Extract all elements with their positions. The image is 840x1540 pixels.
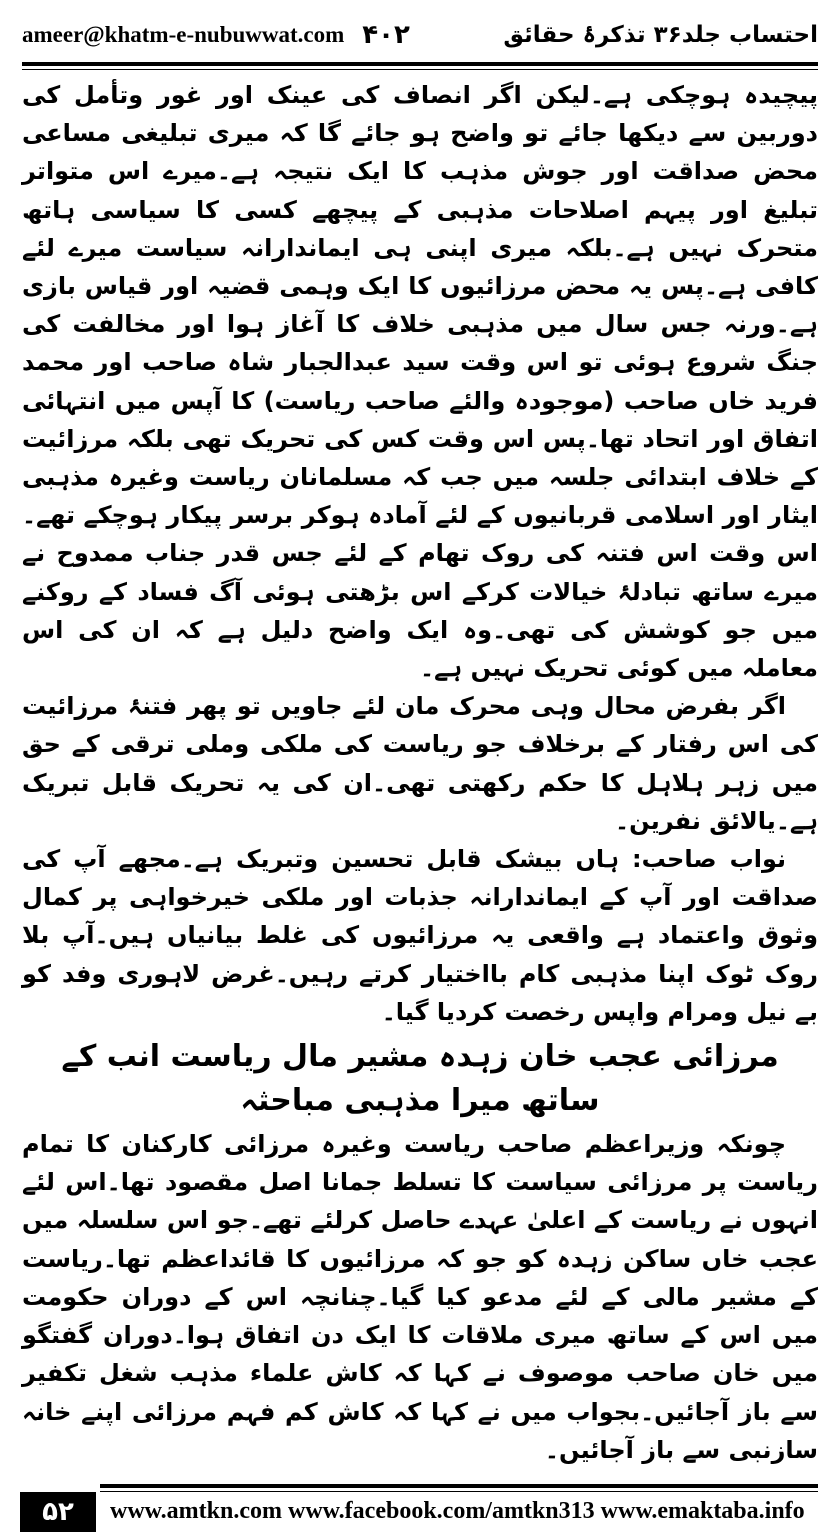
footer-page-badge: ۵۲ <box>20 1492 96 1532</box>
paragraph-3: نواب صاحب: ہاں بیشک قابل تحسین وتبریک ہے۔مجھے آپ کی صداقت اور آپ کے ایماندارانہ جذبات اور ملکی خیرخواہی پر کمال وثوق واعتماد ہے واقعی یہ مرزائیوں کی غلط بیانیاں ہیں۔آپ بلا روک ٹوک اپنا مذہبی کام بااختیار کرتے رہیں۔غرض لاہوری وفد کو بے نیل ومرام واپس رخصت کردیا گیا۔ <box>22 845 818 1026</box>
header-email[interactable]: ameer@khatm-e-nubuwwat.com <box>22 22 345 47</box>
header-book-title: احتساب جلد۳۶ تذکرۂ حقائق <box>503 22 818 48</box>
header-rule-thin <box>22 69 818 70</box>
paragraph-1: پیچیدہ ہوچکی ہے۔لیکن اگر انصاف کی عینک اور غور وتأمل کی دوربین سے دیکھا جائے تو واضح ہو جائے گا کہ میری تبلیغی مساعی محض صداقت اور جوش مذہب کا ایک نتیجہ ہے۔میرے اس متواتر تبلیغ اور پیہم اصلاحات مذہبی کے پیچھے کسی کا سیاسی ہاتھ متحرک نہیں ہے۔بلکہ میری اپنی ہی ایماندارانہ سیاست میرے لئے کافی ہے۔پس یہ محض مرزائیوں کا ایک وہمی قضیہ اور قیاس بازی ہے۔ورنہ جس سال میں مذہبی خلاف کا آغاز ہوا اور مخالفت کی جنگ شروع ہوئی تو اس وقت سید عبدالجبار شاہ صاحب اور محمد فرید خاں صاحب (موجودہ والئے صاحب ریاست) کا آپس میں انتہائی اتفاق اور اتحاد تھا۔پس اس وقت کس کی تحریک تھی بلکہ مرزائیت کے خلاف ابتدائی جلسہ میں جب کہ مسلمانان ریاست وغیرہ مذہبی ایثار اور اسلامی قربانیوں کے لئے آمادہ ہوکر برسر پیکار ہوچکے تھے۔اس وقت اس فتنہ کی روک تھام کے لئے جس قدر جناب ممدوح نے میرے ساتھ تبادلۂ خیالات کرکے اس بڑھتی ہوئی آگ فساد کے روکنے میں جو کوشش کی تھی۔وہ ایک واضح دلیل ہے کہ ان کی اس معاملہ میں کوئی تحریک نہیں ہے۔ <box>22 81 818 683</box>
footer-rule-thin <box>100 1491 818 1492</box>
header-page-number: ۴۰۲ <box>362 20 410 50</box>
page-body <box>22 76 818 1469</box>
section-paragraph: چونکہ وزیراعظم صاحب ریاست وغیرہ مرزائی کارکنان کا تمام ریاست پر مرزائی سیاست کا تسلط جمانا اصل مقصود تھا۔اس لئے انہوں نے ریاست کے اعلیٰ عہدے حاصل کرلئے تھے۔جو اس سلسلہ میں عجب خاں ساکن زہدہ کو جو کہ مرزائیوں کا قائداعظم تھا۔ریاست کے مشیر مالی کے لئے مدعو کیا گیا۔چنانچہ اس کے دوران حکومت میں اس کے ساتھ میری ملاقات کا ایک دن اتفاق ہوا۔دوران گفتگو میں خان صاحب موصوف نے کہا کہ کاش علماء مذہب شغل تکفیر سے باز آجائیں۔بجواب میں نے کہا کہ کاش کم فہم مرزائی اپنے خانہ سازنبی سے باز آجائیں۔ <box>22 1130 819 1464</box>
header-left <box>22 20 410 50</box>
footer-urls[interactable]: www.amtkn.com www.facebook.com/amtkn313 www.emaktaba.info <box>110 1498 805 1524</box>
header-rule-thick <box>22 62 818 66</box>
paragraph-2: اگر بفرض محال وہی محرک مان لئے جاویں تو پھر فتنۂ مرزائیت کی اس رفتار کے برخلاف جو ریاست کی ملکی وملی ترقی کے حق میں زہر ہلاہل کا حکم رکھتی تھی۔ان کی یہ تحریک قابل تبریک ہے۔یالائق نفرین۔ <box>22 692 818 835</box>
footer-rule-thick <box>100 1484 818 1488</box>
page-header <box>22 14 818 56</box>
section-heading: مرزائی عجب خان زہدہ مشیر مال ریاست انب کے ساتھ میرا مذہبی مباحثہ <box>61 1039 779 1119</box>
